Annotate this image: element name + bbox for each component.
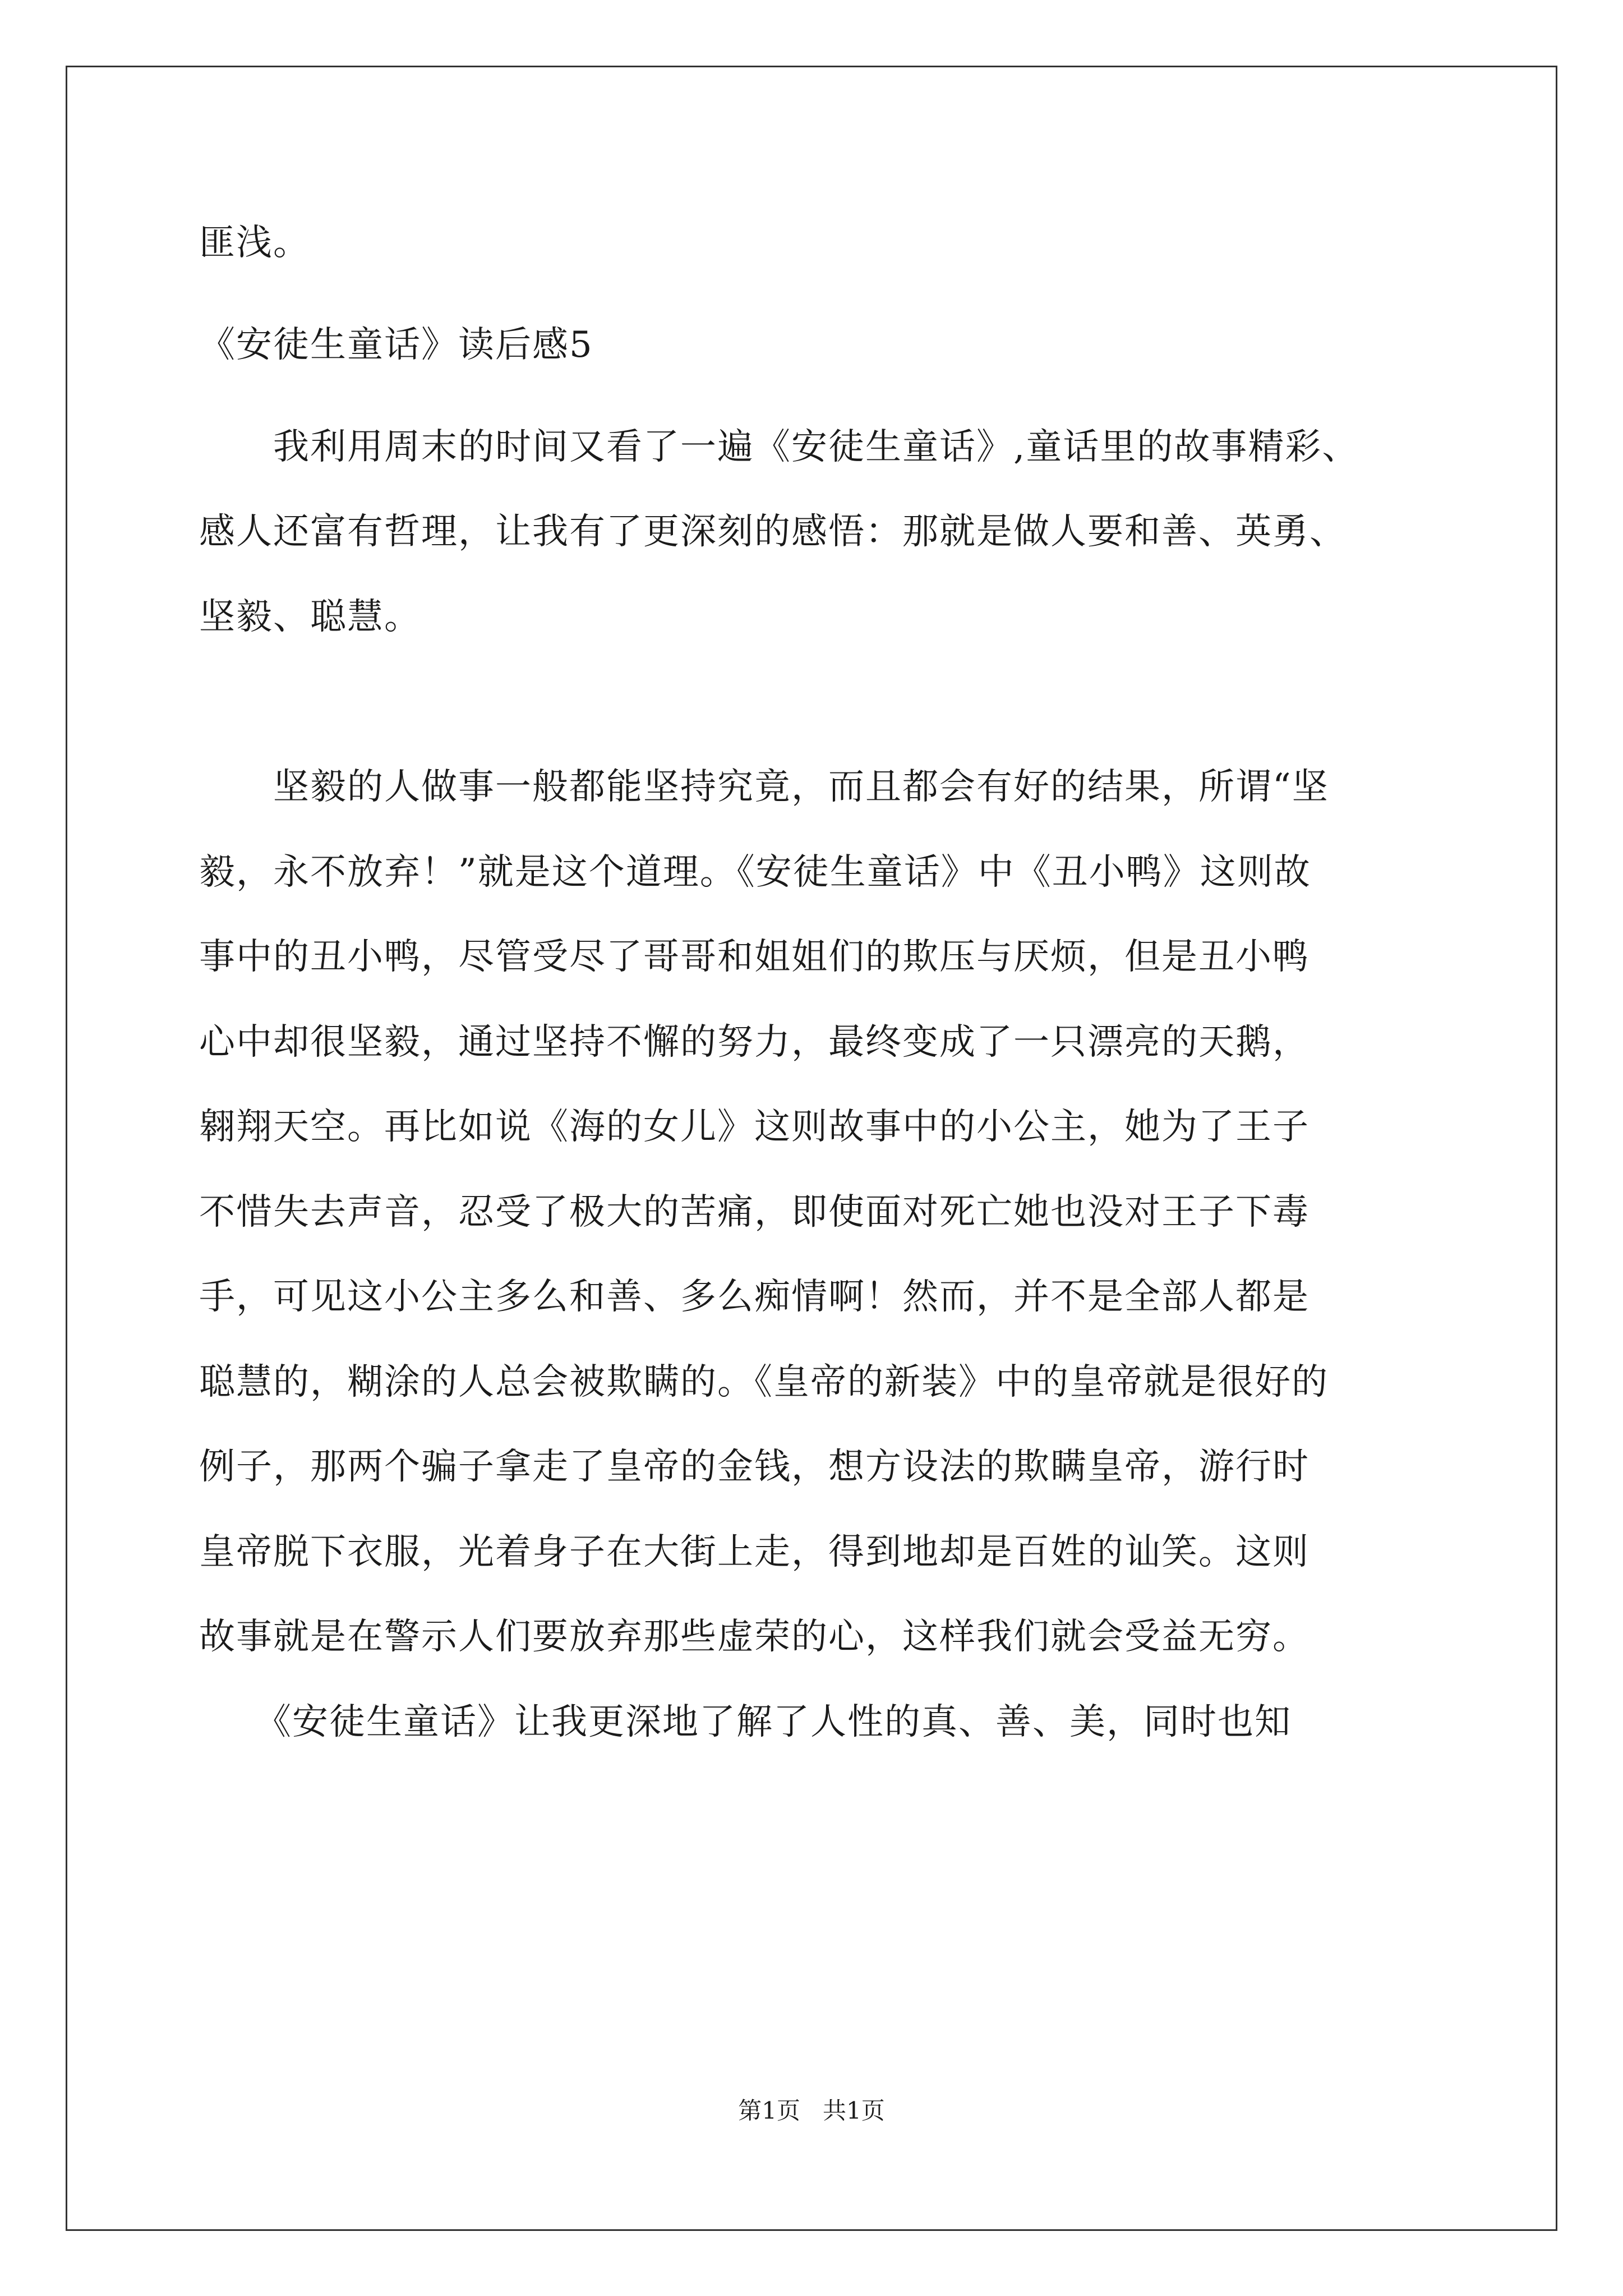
text-line: 事中的丑小鸭，尽管受尽了哥哥和姐姐们的欺压与厌烦，但是丑小鸭 (199, 936, 1310, 978)
text-line: 心中却很坚毅，通过坚持不懈的努力，最终变成了一只漂亮的天鹅， (199, 1022, 1310, 1063)
text-line: 匪浅。 (199, 222, 310, 264)
text-line: 翱翔天空。再比如说《海的女儿》这则故事中的小公主，她为了王子 (199, 1106, 1310, 1148)
text-line: 手，可见这小公主多么和善、多么痴情啊！然而，并不是全部人都是 (199, 1276, 1310, 1318)
text-line: 毅，永不放弃！”就是这个道理。《安徒生童话》中《丑小鸭》这则故 (199, 852, 1311, 893)
text-line: 例子，那两个骗子拿走了皇帝的金钱，想方设法的欺瞒皇帝，游行时 (199, 1446, 1310, 1488)
text-line: 皇帝脱下衣服，光着身子在大街上走，得到地却是百姓的讪笑。这则 (199, 1531, 1310, 1573)
text-line: 《安徒生童话》让我更深地了解了人性的真、善、美，同时也知 (199, 1701, 1292, 1743)
text-line: 坚毅、聪慧。 (199, 596, 421, 638)
page-number: 第1页 (738, 2097, 800, 2124)
text-line: 不惜失去声音，忍受了极大的苦痛，即使面对死亡她也没对王子下毒 (199, 1191, 1310, 1233)
section-title: 《安徒生童话》读后感5 (199, 324, 593, 366)
text-line: 坚毅的人做事一般都能坚持究竟，而且都会有好的结果，所谓“坚 (199, 766, 1329, 808)
page-total: 共1页 (823, 2097, 885, 2124)
text-line: 故事就是在警示人们要放弃那些虚荣的心，这样我们就会受益无穷。 (199, 1616, 1310, 1658)
text-line: 我利用周末的时间又看了一遍《安徒生童话》,童话里的故事精彩、 (199, 426, 1359, 468)
page-footer (0, 2096, 1623, 2126)
text-line: 聪慧的，糊涂的人总会被欺瞒的。《皇帝的新装》中的皇帝就是很好的 (199, 1361, 1329, 1403)
text-line: 感人还富有哲理，让我有了更深刻的感悟：那就是做人要和善、英勇、 (199, 511, 1347, 553)
